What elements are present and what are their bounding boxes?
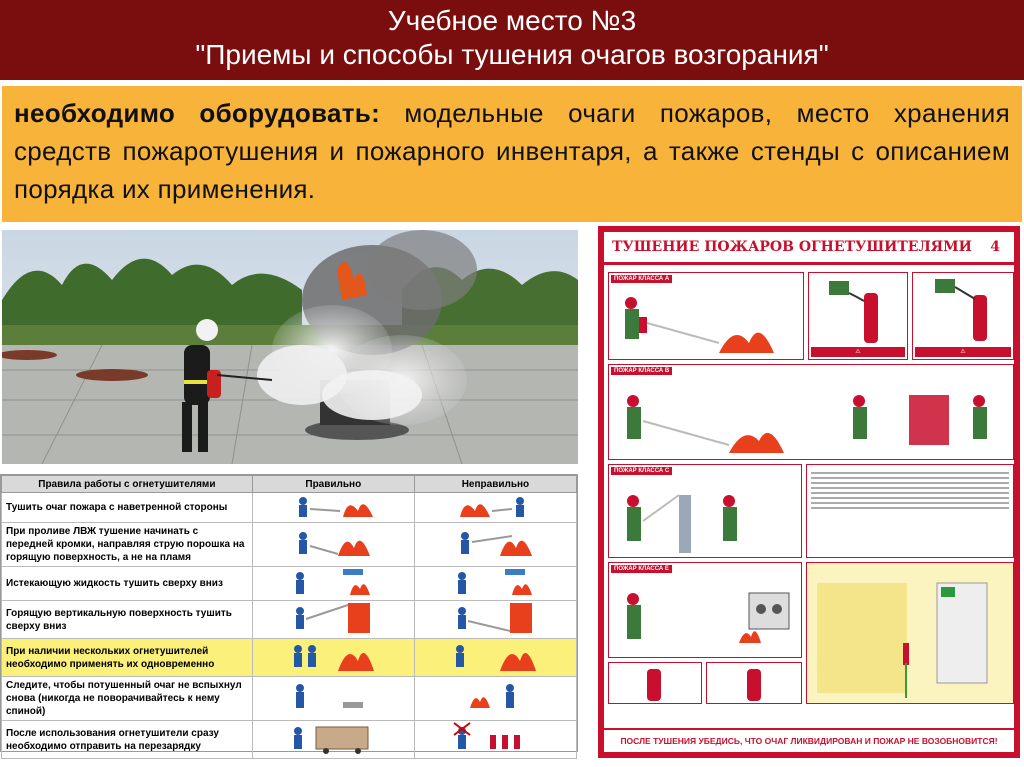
class-c-tag: ПОЖАР КЛАССА C	[611, 467, 672, 475]
requirement-text: модельные очаги пожаров, место хранения средств пожаротушения и пожарного инвентаря, а также стенды с описанием порядка их применения.	[14, 98, 1010, 204]
poster-cell-class-a	[608, 272, 804, 360]
table-row	[2, 567, 577, 601]
wrong-illustration	[414, 567, 576, 601]
rule-text: После использования огнетушители сразу необходимо отправить на перезарядку	[2, 721, 253, 759]
poster-cell-text	[806, 464, 1014, 558]
class-e-tag: ПОЖАР КЛАССА E	[611, 565, 672, 573]
poster-cell-nozzle	[808, 272, 908, 360]
table-row	[2, 677, 577, 721]
slide-subtitle: "Приемы и способы тушения очагов возгорания"	[195, 39, 829, 70]
wrong-illustration	[414, 639, 576, 677]
right-illustration	[252, 601, 414, 639]
poster-cell-class-e	[608, 562, 802, 658]
poster-title: ТУШЕНИЕ ПОЖАРОВ ОГНЕТУШИТЕЛЯМИ	[612, 239, 972, 255]
table-row	[2, 523, 577, 567]
right-illustration	[252, 523, 414, 567]
poster-header	[604, 232, 1014, 265]
wrong-illustration	[414, 601, 576, 639]
poster-caption: ⚠	[915, 347, 1011, 357]
title-bar	[0, 0, 1024, 80]
poster-cell-bottom-2	[706, 662, 802, 704]
wrong-illustration	[414, 677, 576, 721]
right-illustration	[252, 721, 414, 759]
right-illustration	[252, 567, 414, 601]
column-header-right: Правильно	[252, 476, 414, 493]
rule-text: Истекающую жидкость тушить сверху вниз	[2, 567, 253, 601]
training-photo	[2, 230, 578, 464]
poster-cell-vertical	[912, 272, 1014, 360]
wrong-illustration	[414, 721, 576, 759]
requirement-lead: необходимо оборудовать:	[14, 98, 381, 128]
poster-cell-class-c	[608, 464, 802, 558]
requirement-banner	[2, 86, 1022, 222]
rule-text: Следите, чтобы потушенный очаг не вспыхнул снова (никогда не поворачивайтесь к нему спиной)	[2, 677, 253, 721]
table-row	[2, 721, 577, 759]
column-header-rule: Правила работы с огнетушителями	[2, 476, 253, 493]
right-illustration	[252, 677, 414, 721]
poster-number: 4	[990, 239, 1000, 255]
table-row	[2, 493, 577, 523]
wrong-illustration	[414, 523, 576, 567]
rule-text: Горящую вертикальную поверхность тушить сверху вниз	[2, 601, 253, 639]
wrong-illustration	[414, 493, 576, 523]
slide-title: Учебное место №3	[387, 5, 637, 36]
right-illustration	[252, 493, 414, 523]
poster-cell-class-b	[608, 364, 1014, 460]
rule-text: При наличии нескольких огнетушителей необходимо применять их одновременно	[2, 639, 253, 677]
rule-text: Тушить очаг пожара с наветренной стороны	[2, 493, 253, 523]
table-row	[2, 601, 577, 639]
table-row	[2, 639, 577, 677]
poster-caption: ⚠	[811, 347, 905, 357]
extinguisher-poster	[598, 226, 1020, 758]
poster-cell-bottom-1	[608, 662, 702, 704]
column-header-wrong: Неправильно	[414, 476, 576, 493]
right-illustration	[252, 639, 414, 677]
poster-footer: ПОСЛЕ ТУШЕНИЯ УБЕДИСЬ, ЧТО ОЧАГ ЛИКВИДИРОВАН И ПОЖАР НЕ ВОЗОБНОВИТСЯ!	[604, 728, 1014, 752]
class-b-tag: ПОЖАР КЛАССА B	[611, 367, 672, 375]
class-a-tag: ПОЖАР КЛАССА А	[611, 275, 672, 283]
poster-cell-building	[806, 562, 1014, 704]
rule-text: При проливе ЛВЖ тушение начинать с передней кромки, направляя струю порошка на горящую поверхность, а не на пламя	[2, 523, 253, 567]
rules-table	[0, 474, 578, 752]
